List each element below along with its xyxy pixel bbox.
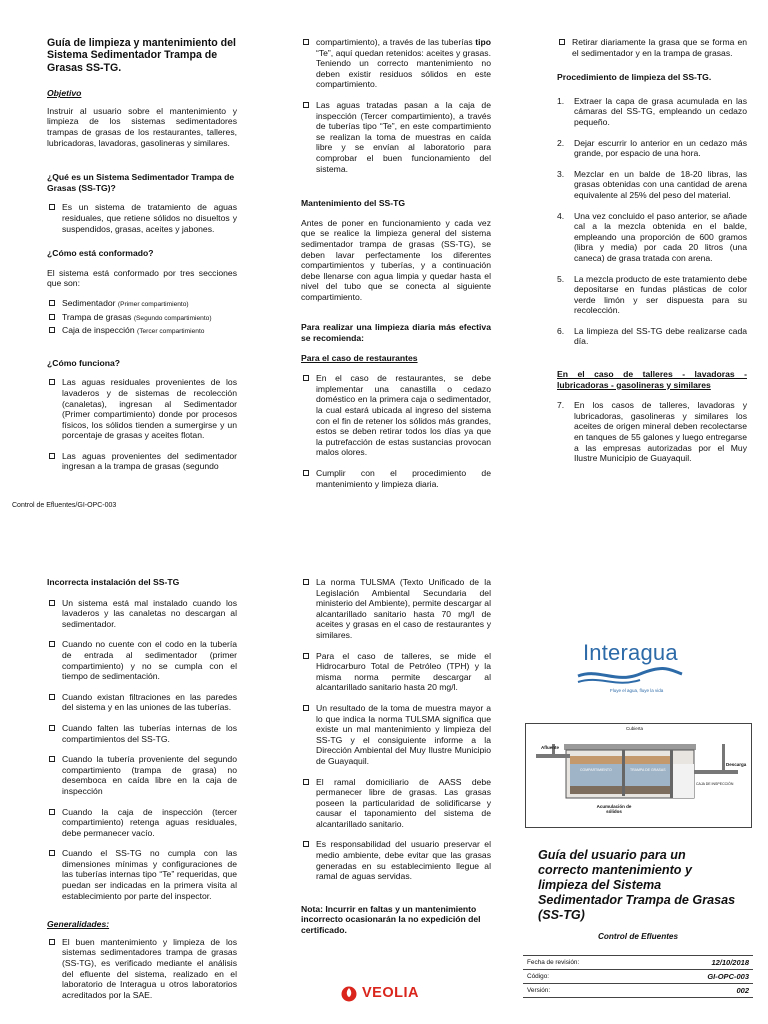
list-item: Un resultado de la toma de muestra mayor a lo que indica la norma TULSMA significa que existe un mal mantenimiento y limpieza del SS-TG y el consiguiente informe a la Dirección Ambiental del Muy Ilustre Municipio de Guayaquil. bbox=[301, 703, 491, 767]
section-name: Sedimentador bbox=[62, 297, 116, 308]
step-item: 7. En los casos de talleres, lavadoras y lubricadoras, gasolineras y similares los aceites de origen mineral deben recolectarse en tanques de 55 galones y luego entregarse a las empresas autorizadas por el Muy Ilustre Municipio de Guayaquil. bbox=[557, 400, 747, 464]
section-note: (Segundo compartimiento) bbox=[133, 314, 212, 322]
veolia-flame-icon bbox=[340, 984, 358, 1002]
que-es-heading: ¿Qué es un Sistema Sedimentador Trampa de Grasas (SS-TG)? bbox=[47, 172, 235, 193]
label-acumulacion: Acumulación de sólidos bbox=[596, 804, 632, 814]
column-incorrecta bbox=[47, 577, 237, 1010]
revision-value: 002 bbox=[649, 984, 753, 998]
interagua-logo bbox=[570, 640, 690, 693]
label-trampa: TRAMPA DE GRASAS bbox=[630, 768, 666, 772]
que-es-list bbox=[47, 202, 237, 234]
list-item: Un sistema está mal instalado cuando los lavaderos y las canaletas no descargan al sedimentador. bbox=[47, 598, 237, 630]
section-item bbox=[47, 312, 237, 325]
text-segment: “Te”, aquí quedan retenidos: aceites y grasas. Teniendo un correcto mantenimiento no deben existir residuos sólidos en este compartimiento. bbox=[316, 47, 491, 90]
restaurantes-heading: Para el caso de restaurantes bbox=[301, 352, 418, 363]
step-item: 6. La limpieza del SS-TG debe realizarse cada día. bbox=[557, 325, 747, 347]
step-text: Dejar escurrir lo anterior en un cedazo más grande, por espacio de una hora. bbox=[574, 137, 747, 159]
step-text: La limpieza del SS-TG debe realizarse cada día. bbox=[574, 325, 747, 347]
step-item: 4. Una vez concluido el paso anterior, se añade cal a la mezcla obtenida en el balde, empleando una proporción de 600 gramos (libra y media) por cada 20 litros (una caneca) de grasa tratada con arena. bbox=[557, 210, 747, 263]
sections-list bbox=[47, 298, 237, 338]
objetivo-heading: Objetivo bbox=[47, 88, 82, 99]
list-item: Cuando falten las tuberías internas de los compartimientos del SS-TG. bbox=[47, 723, 237, 744]
veolia-wordmark: VEOLIA bbox=[362, 985, 419, 1001]
section-name: Trampa de grasas bbox=[62, 311, 132, 322]
table-row bbox=[523, 970, 753, 984]
list-item: Cuando existan filtraciones en las paredes del sistema y en las uniones de las tuberías. bbox=[47, 692, 237, 713]
table-row bbox=[523, 984, 753, 998]
list-item bbox=[301, 37, 491, 90]
step-text: En los casos de talleres, lavadoras y lubricadoras, gasolineras y similares los aceites de origen mineral deben recolectarse en tanques de 55 galones y luego entregarse a las empresas autorizadas por el Muy Ilustre Municipio de Guayaquil. bbox=[574, 400, 747, 464]
talleres-heading: En el caso de talleres - lavadoras - lubricadoras - gasolineras y similares bbox=[557, 369, 747, 390]
wave-icon bbox=[570, 666, 690, 688]
compartment-list bbox=[301, 37, 491, 174]
step-item: 1. Extraer la capa de grasa acumulada en las cámaras del SS-TG, empleando un cedazo pequeño. bbox=[557, 95, 747, 127]
list-item: En el caso de restaurantes, se debe implementar una canastilla o cedazo doméstico en la primera caja o sedimentador, la cual estará ubicada al ingreso del sistema con el fin de retener los sólidos más grandes, estos se deben retirar todos los días ya que la putrefacción de estas sustancias provocan malos olores. bbox=[301, 373, 491, 458]
guide-title: Guía del usuario para un correcto mantenimiento y limpieza del Sistema Sedimentador Trampa de Grasas (SS-TG) bbox=[538, 848, 736, 922]
revision-value: GI-OPC-003 bbox=[649, 970, 753, 984]
revision-label: Versión: bbox=[523, 984, 649, 998]
section-item bbox=[47, 325, 237, 338]
steps-list bbox=[557, 96, 747, 347]
funciona-heading: ¿Cómo funciona? bbox=[47, 357, 121, 368]
label-afluente: Afluente bbox=[541, 745, 559, 750]
document-title: Guía de limpieza y mantenimiento del Sistema Sedimentador Trampa de Grasas SS-TG. bbox=[47, 37, 236, 74]
step-text: Mezclar en un balde de 18-20 libras, las grasas obtenidas con una cantidad de arena equivalente al 25% del peso del material. bbox=[574, 168, 747, 200]
conformado-heading: ¿Cómo está conformado? bbox=[47, 248, 154, 259]
procedimiento-heading: Procedimiento de limpieza del SS-TG. bbox=[557, 72, 712, 83]
conformado-text: El sistema está conformado por tres secciones que son: bbox=[47, 267, 237, 289]
list-item: Cuando no cuente con el codo en la tubería de entrada al sedimentador (primer compartimiento) y no se cumpla con el tiempo de sedimentación. bbox=[47, 639, 237, 681]
funciona-list bbox=[47, 377, 237, 472]
list-item: Retirar diariamente la grasa que se forma en el sedimentador y en la trampa de grasas. bbox=[557, 37, 747, 58]
nota-text: Nota: Incurrir en faltas y un mantenimiento incorrecto ocasionarán la no expedición del certificado. bbox=[301, 903, 481, 936]
step-item: 5. La mezcla producto de este tratamiento debe depositarse en fundas plásticas de color verde limón y ser dispuesta para su recolección. bbox=[557, 273, 747, 316]
label-descarga: Descarga bbox=[726, 762, 747, 767]
list-item: Para el caso de talleres, se mide el Hidrocarburo Total de Petróleo (TPH) y la misma norma permite descargar al alcantarillado sanitario hasta 20 mg/l. bbox=[301, 651, 491, 693]
list-item: Es un sistema de tratamiento de aguas residuales, que retiene sólidos no disueltos y suspendidos, grasas, aceites y jabones. bbox=[47, 202, 237, 234]
control-label: Control de Efluentes bbox=[597, 932, 679, 941]
incorrecta-list bbox=[47, 598, 237, 902]
interagua-wordmark: Interagua bbox=[583, 640, 678, 665]
interagua-slogan: Fluye el agua, fluye la vida bbox=[610, 688, 664, 693]
column-objetivo bbox=[47, 37, 237, 482]
column-procedimiento bbox=[557, 37, 747, 474]
list-item: El ramal domiciliario de AASS debe permanecer libre de grasas. Las grasas poseen la particularidad de solidificarse y causar el taponamiento del sistema de alcantarillado sanitario. bbox=[301, 777, 491, 830]
list-item: La norma TULSMA (Texto Unificado de la Legislación Ambiental Secundaria del ministerio del Ambiente), permite descargar al alcantarillado sanitario hasta 70 mg/l de aceites y grasas en el caso de restaurantes y similares. bbox=[301, 577, 491, 641]
trap-diagram bbox=[525, 723, 752, 828]
list-item: Las aguas tratadas pasan a la caja de inspección (Tercer compartimiento), a través de tuberías tipo “Te”, en este compartimiento se realizan la toma de muestras en caída libre y se envían al laboratorio para comprobar el buen funcionamiento del sistema. bbox=[301, 100, 491, 174]
step-item: 3. Mezclar en un balde de 18-20 libras, las grasas obtenidas con una cantidad de arena equivalente al 25% del peso del material. bbox=[557, 168, 747, 200]
text-segment: compartimiento), a través de las tuberías bbox=[316, 37, 476, 47]
generalidades-heading: Generalidades: bbox=[47, 919, 110, 930]
list-item: Las aguas residuales provenientes de los lavaderos y de sistemas de recolección (canaletas), ingresan al Sedimentador (Primer compartimiento) donde por procesos físicos, los sólidos tienden a sumergirse y un porcentaje de grasas y aceites flotan. bbox=[47, 377, 237, 441]
column-mantenimiento bbox=[301, 37, 491, 499]
list-item: Las aguas provenientes del sedimentador ingresan a la trampa de grasas (segundo bbox=[47, 451, 237, 472]
section-item bbox=[47, 298, 237, 311]
step-text: Una vez concluido el paso anterior, se añade cal a la mezcla obtenida en el balde, empleando una proporción de 600 gramos (libra y media) por cada 20 litros (una caneca) de grasa tratada con arena. bbox=[574, 210, 747, 263]
text-segment-bold: tipo bbox=[475, 37, 491, 47]
retirar-list bbox=[557, 37, 747, 58]
step-item: 2. Dejar escurrir lo anterior en un cedazo más grande, por espacio de una hora. bbox=[557, 137, 747, 159]
label-cubierta: Cubierta bbox=[626, 726, 644, 731]
step-text: La mezcla producto de este tratamiento debe depositarse en fundas plásticas de color verde limón y ser dispuesta para su recolección. bbox=[574, 273, 747, 316]
section-name: Caja de inspección bbox=[62, 325, 135, 336]
incorrecta-heading: Incorrecta instalación del SS-TG bbox=[47, 577, 180, 587]
table-row bbox=[523, 956, 753, 970]
limpieza-diaria-heading: Para realizar una limpieza diaria más efectiva se recomienda: bbox=[301, 322, 491, 344]
list-item: Es responsabilidad del usuario preservar el medio ambiente, debe evitar que las grasas generadas en su establecimiento llegue al ramal de aguas servidas. bbox=[301, 839, 491, 881]
label-caja: CAJA DE INSPECCIÓN bbox=[696, 782, 734, 786]
list-item: El buen mantenimiento y limpieza de los sistemas sedimentadores trampa de grasas (SS-TG), es verificado mediante el análisis del efluente del sistema, realizado en el laboratorio de Interagua u otros laboratorios acreditados por la SAE. bbox=[47, 937, 237, 1001]
trap-diagram-drawing bbox=[526, 724, 751, 827]
page-footer: Control de Efluentes/GI-OPC-003 bbox=[12, 502, 117, 509]
mantenimiento-heading: Mantenimiento del SS-TG bbox=[301, 198, 406, 209]
revision-table bbox=[523, 955, 753, 998]
objetivo-text: Instruir al usuario sobre el mantenimiento y limpieza de los sistemas sedimentadores trampas de grasas de los restaurantes, talleres, lubricadoras, lavadoras, gasolineras y similares. bbox=[47, 105, 237, 148]
veolia-logo bbox=[340, 984, 419, 1002]
column-normas bbox=[301, 577, 491, 945]
list-item: Cuando la caja de inspección (tercer compartimiento) retenga aguas residuales, debe permanecer vacío. bbox=[47, 807, 237, 839]
list-item: Cumplir con el procedimiento de mantenimiento y limpieza diaria. bbox=[301, 468, 491, 489]
step7-list bbox=[557, 400, 747, 464]
list-item: Cuando el SS-TG no cumpla con las dimensiones mínimas y configuraciones de las tuberías internas tipo “Te” requeridas, que puedan ser indicadas en la primera visita al establecimiento por parte del inspector. bbox=[47, 848, 237, 901]
list-item: Cuando la tubería proveniente del segundo compartimiento (trampa de grasa) no desemboca en caída libre en la caja de inspección bbox=[47, 754, 237, 796]
revision-label: Código: bbox=[523, 970, 649, 984]
label-compartimiento: COMPARTIMIENTO bbox=[580, 768, 612, 772]
normas-list bbox=[301, 577, 491, 882]
restaurantes-list bbox=[301, 373, 491, 489]
generalidades-list bbox=[47, 937, 237, 1001]
mantenimiento-text: Antes de poner en funcionamiento y cada vez que se realice la limpieza general del sistema sedimentador trampa de grasas (SS-TG), se deben lavar perfectamente los diferentes compartimientos y tuberías, y a continuación debe llenarse con agua limpia y quedar hasta el nivel del tubo que se conecta al siguiente compartimiento. bbox=[301, 217, 491, 302]
section-note: (Tercer compartimiento bbox=[137, 328, 205, 336]
revision-label: Fecha de revisión: bbox=[523, 956, 649, 970]
section-note: (Primer compartimiento) bbox=[117, 300, 189, 308]
step-text: Extraer la capa de grasa acumulada en las cámaras del SS-TG, empleando un cedazo pequeño. bbox=[574, 95, 747, 127]
revision-value: 12/10/2018 bbox=[649, 956, 753, 970]
